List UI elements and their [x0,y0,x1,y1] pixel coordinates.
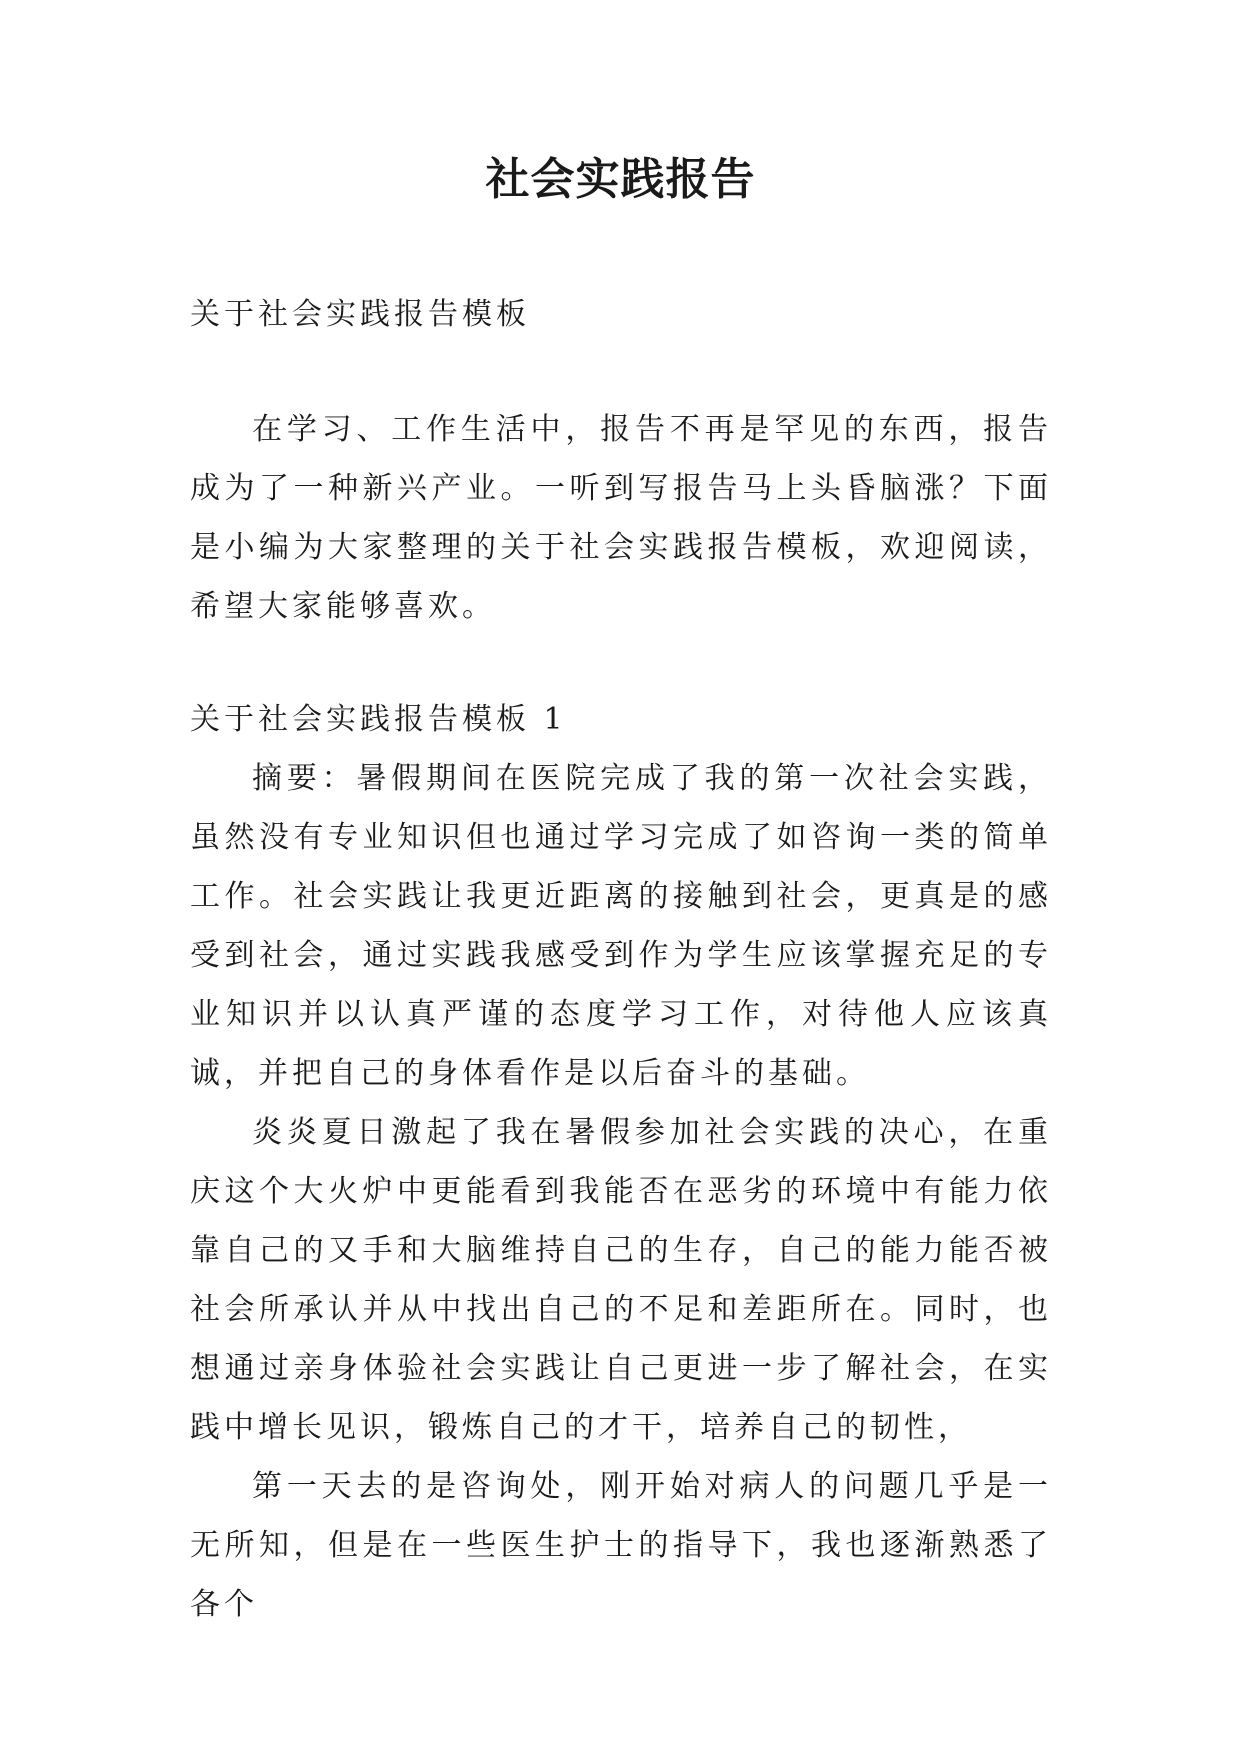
paragraph-first-day: 第一天去的是咨询处，刚开始对病人的问题几乎是一无所知，但是在一些医生护士的指导下，我也逐渐熟悉了各个 [190,1469,1052,1622]
document-subtitle: 关于社会实践报告模板 [190,297,530,332]
paragraph-motivation: 炎炎夏日激起了我在暑假参加社会实践的决心，在重庆这个大火炉中更能看到我能否在恶劣的环境中有能力依靠自己的又手和大脑维持自己的生存，自己的能力能否被社会所承认并从中找出自己的不足和差距所在。同时，也想通过亲身体验社会实践让自己更进一步了解社会，在实践中增长见识，锻炼自己的才干，培养自己的韧性， [190,1115,1052,1445]
section-1 [190,690,1052,1634]
document-title: 社会实践报告 [485,154,756,205]
paragraph-abstract: 摘要：暑假期间在医院完成了我的第一次社会实践，虽然没有专业知识但也通过学习完成了如咨询一类的简单工作。社会实践让我更近距离的接触到社会，更真是的感受到社会，通过实践我感受到作为学生应该掌握充足的专业知识并以认真严谨的态度学习工作，对待他人应该真诚，并把自己的身体看作是以后奋斗的基础。 [190,761,1052,1091]
intro-paragraph: 在学习、工作生活中，报告不再是罕见的东西，报告成为了一种新兴产业。一听到写报告马上头昏脑涨？下面是小编为大家整理的关于社会实践报告模板，欢迎阅读，希望大家能够喜欢。 [190,412,1052,624]
section-heading: 关于社会实践报告模板 1 [190,702,567,737]
